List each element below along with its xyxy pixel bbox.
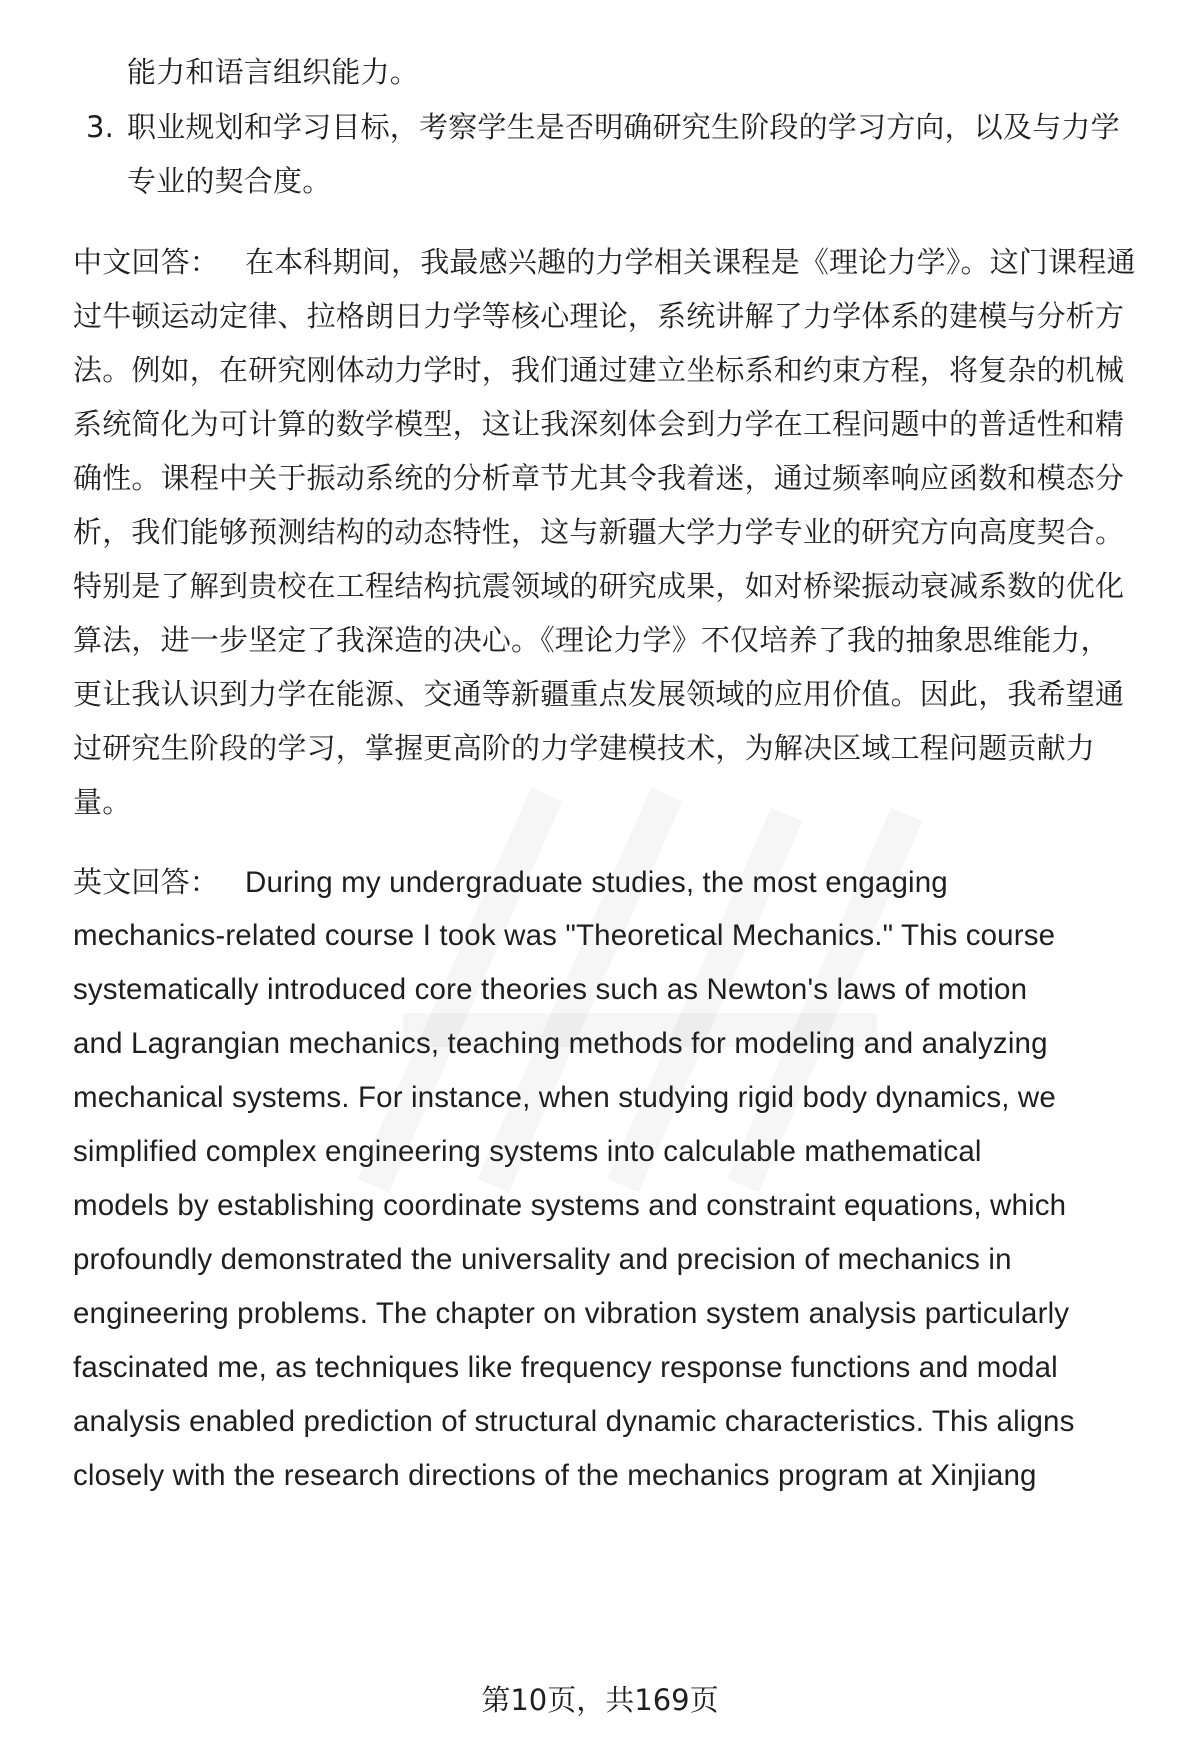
chinese-answer-line-5: 确性。课程中关于振动系统的分析章节尤其令我着迷，通过频率响应函数和模态分 bbox=[73, 461, 1125, 495]
list-item-2-continuation: 能力和语言组织能力。 bbox=[127, 55, 420, 89]
english-answer-line-3: systematically introduced core theories such as Newton's laws of motion bbox=[73, 973, 1028, 1006]
chinese-answer-line-10: 过研究生阶段的学习，掌握更高阶的力学建模技术，为解决区域工程问题贡献力 bbox=[73, 731, 1096, 765]
english-answer-label: 英文回答： bbox=[73, 865, 220, 899]
chinese-answer-line-1 bbox=[73, 242, 1136, 282]
english-answer-line-11: analysis enabled prediction of structural dynamic characteristics. This aligns bbox=[73, 1405, 1075, 1438]
english-answer-line-9: engineering problems. The chapter on vibration system analysis particularly bbox=[73, 1297, 1070, 1330]
english-answer-line-1 bbox=[73, 862, 948, 903]
chinese-answer-line-3: 法。例如，在研究刚体动力学时，我们通过建立坐标系和约束方程，将复杂的机械 bbox=[73, 353, 1125, 387]
english-answer-line-12: closely with the research directions of the mechanics program at Xinjiang bbox=[73, 1459, 1037, 1492]
list-item-3-number: 3. bbox=[86, 110, 115, 144]
chinese-answer-line-6: 析，我们能够预测结构的动态特性，这与新疆大学力学专业的研究方向高度契合。 bbox=[73, 515, 1125, 549]
list-item-3 bbox=[86, 107, 1120, 147]
chinese-answer-line-9: 更让我认识到力学在能源、交通等新疆重点发展领域的应用价值。因此，我希望通 bbox=[73, 677, 1125, 711]
chinese-answer-label: 中文回答： bbox=[73, 245, 220, 279]
list-item-3-line2: 专业的契合度。 bbox=[127, 164, 332, 198]
english-answer-line-6: simplified complex engineering systems into calculable mathematical bbox=[73, 1135, 982, 1168]
chinese-answer-line-7: 特别是了解到贵校在工程结构抗震领域的研究成果，如对桥梁振动衰减系数的优化 bbox=[73, 569, 1125, 603]
chinese-answer-line-8: 算法，进一步坚定了我深造的决心。《理论力学》不仅培养了我的抽象思维能力， bbox=[73, 623, 1110, 657]
english-answer-line-2: mechanics-related course I took was "Theoretical Mechanics." This course bbox=[73, 919, 1056, 952]
english-answer-line-10: fascinated me, as techniques like frequency response functions and modal bbox=[73, 1351, 1058, 1384]
page-indicator: 第10页，共169页 bbox=[481, 1683, 719, 1717]
english-answer-line-8: profoundly demonstrated the universality and precision of mechanics in bbox=[73, 1243, 1012, 1276]
chinese-answer-line-11: 量。 bbox=[73, 785, 132, 819]
english-answer-line-7: models by establishing coordinate systems and constraint equations, which bbox=[73, 1189, 1067, 1222]
chinese-answer-text-1: 在本科期间，我最感兴趣的力学相关课程是《理论力学》。这门课程通 bbox=[245, 245, 1136, 279]
list-item-3-line1: 职业规划和学习目标，考察学生是否明确研究生阶段的学习方向，以及与力学 bbox=[127, 110, 1120, 144]
english-answer-text-1: During my undergraduate studies, the most engaging bbox=[245, 866, 948, 899]
chinese-answer-line-4: 系统简化为可计算的数学模型，这让我深刻体会到力学在工程问题中的普适性和精 bbox=[73, 407, 1125, 441]
english-answer-line-5: mechanical systems. For instance, when studying rigid body dynamics, we bbox=[73, 1081, 1056, 1114]
english-answer-line-4: and Lagrangian mechanics, teaching methods for modeling and analyzing bbox=[73, 1027, 1048, 1060]
chinese-answer-line-2: 过牛顿运动定律、拉格朗日力学等核心理论，系统讲解了力学体系的建模与分析方 bbox=[73, 299, 1125, 333]
